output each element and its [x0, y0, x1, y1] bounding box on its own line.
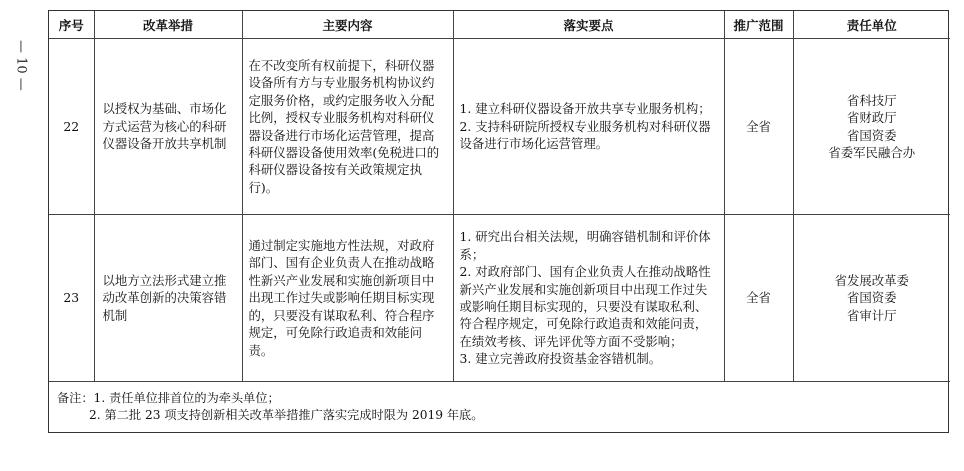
- row-key-points: 1. 研究出台相关法规，明确容错机制和评价体系； 2. 对政府部门、国有企业负责人在推动战略性新兴产业发展和实施创新项目中出现工作过失或影响任期目标实现的，只要没有谋取私利、符合程序规定，可免除行政追责和效能问责，在绩效考核、评先评优等方面不受影响； 3. 建立完善政府投资基金容错机制。: [453, 215, 724, 382]
- header-main-content: 主要内容: [242, 11, 453, 39]
- table-row: [49, 39, 950, 215]
- table-note: [49, 382, 950, 432]
- note-line-1: 备注：1. 责任单位排首位的为牵头单位；: [57, 390, 280, 405]
- table-note-row: [49, 382, 950, 432]
- responsible-unit: 省发展改革委: [834, 272, 909, 288]
- note-line-2: 2. 第二批 23 项支持创新相关改革举措推广落实完成时限为 2019 年底。: [89, 407, 484, 422]
- row-promotion-scope: 全省: [724, 39, 793, 215]
- header-responsible-units: 责任单位: [793, 11, 950, 39]
- row-serial-no: 23: [49, 215, 94, 382]
- row-reform-measure: 以地方立法形式建立推动改革创新的决策容错机制: [94, 215, 242, 382]
- responsible-unit: 省国资委: [846, 127, 897, 143]
- responsible-unit: 省国资委: [846, 290, 897, 306]
- reform-table-frame: [48, 10, 949, 433]
- header-promotion-scope: 推广范围: [724, 11, 793, 39]
- responsible-unit: 省审计厅: [846, 307, 897, 323]
- responsible-unit: 省财政厅: [846, 110, 897, 126]
- table-header-row: [49, 11, 950, 39]
- header-serial-no: 序号: [49, 11, 94, 39]
- row-responsible-units: [793, 39, 950, 215]
- row-key-points: 1. 建立科研仪器设备开放共享专业服务机构； 2. 支持科研院所授权专业服务机构对科研仪器设备进行市场化运营管理。: [453, 39, 724, 215]
- reform-measures-table: [49, 11, 950, 432]
- row-serial-no: 22: [49, 39, 94, 215]
- row-responsible-units: [793, 215, 950, 382]
- responsible-unit: 省科技厅: [846, 92, 897, 108]
- row-main-content: 在不改变所有权前提下，科研仪器设备所有方与专业服务机构协议约定服务价格，或约定服务收入分配比例，授权专业服务机构对科研仪器设备进行市场化运营管理，提高科研仪器设备使用效率(免税进口的科研仪器设备按有关政策规定执行)。: [242, 39, 453, 215]
- table-row: [49, 215, 950, 382]
- header-key-points: 落实要点: [453, 11, 724, 39]
- row-reform-measure: 以授权为基础、市场化方式运营为核心的科研仪器设备开放共享机制: [94, 39, 242, 215]
- header-reform-measure: 改革举措: [94, 11, 242, 39]
- row-main-content: 通过制定实施地方性法规，对政府部门、国有企业负责人在推动战略性新兴产业发展和实施创新项目中出现工作过失或影响任期目标实现的，只要没有谋取私利、符合程序规定，可免除行政追责和效能问责。: [242, 215, 453, 382]
- responsible-unit: 省委军民融合办: [828, 144, 916, 160]
- page-number: — 10 —: [13, 39, 29, 91]
- row-promotion-scope: 全省: [724, 215, 793, 382]
